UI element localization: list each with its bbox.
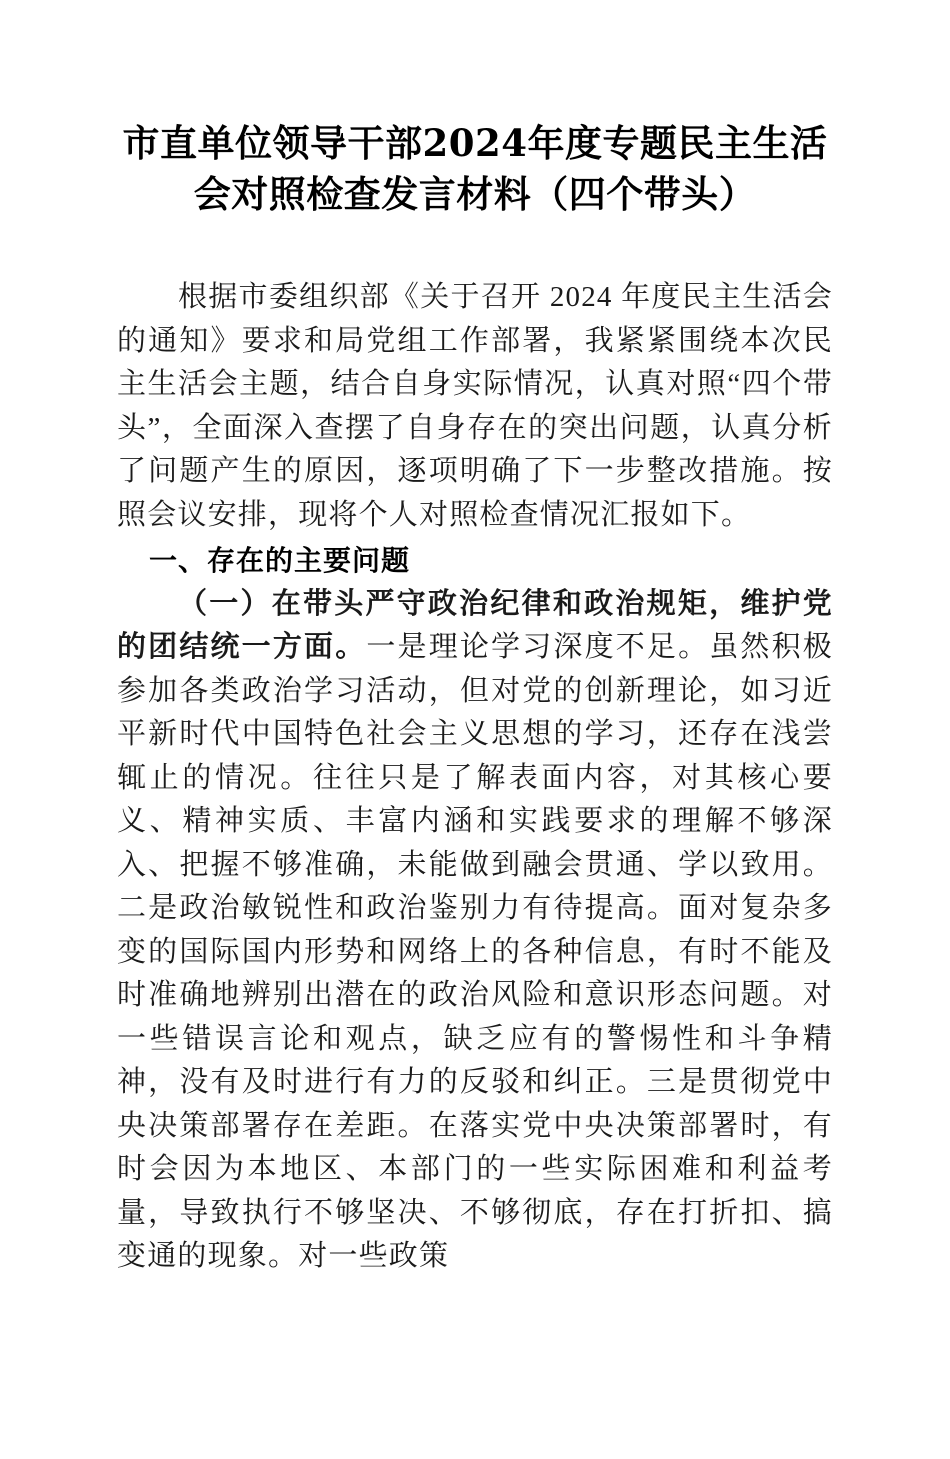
document-content <box>117 0 833 1459</box>
page-title: 市直单位领导干部2024年度专题民主生活会对照检查发言材料（四个带头） <box>122 121 828 216</box>
paragraph-item-one <box>117 583 833 1279</box>
page-bottom-spacer <box>117 1279 833 1459</box>
item-one-body-text: 一是理论学习深度不足。虽然积极参加各类政治学习活动，但对党的创新理论，如习近平新时代中国特色社会主义思想的学习，还存在浅尝辄止的情况。往往只是了解表面内容，对其核心要义、精神实质、丰富内涵和实践要求的理解不够深入、把握不够准确，未能做到融会贯通、学以致用。二是政治敏锐性和政治鉴别力有待提高。面对复杂多变的国际国内形势和网络上的各种信息，有时不能及时准确地辨别出潜在的政治风险和意识形态问题。对一些错误言论和观点，缺乏应有的警惕性和斗争精神，没有及时进行有力的反驳和纠正。三是贯彻党中央决策部署存在差距。在落实党中央决策部署时，有时会因为本地区、本部门的一些实际困难和利益考量，导致执行不够坚决、不够彻底，存在打折扣、搞变通的现象。对一些政策 <box>117 631 833 1272</box>
section-heading-main-problems: 一、存在的主要问题 <box>149 544 411 577</box>
item-one-lead-text: （一）在带头严守政治纪律和政治规矩，维护党的团结统一方面。 <box>117 587 833 663</box>
paragraph-opening: 根据市委组织部《关于召开 2024 年度民主生活会的通知》要求和局党组工作部署，我紧紧围绕本次民主生活会主题，结合自身实际情况，认真对照“四个带头”，全面深入查摆了自身存在的突出问题，认真分析了问题产生的原因，逐项明确了下一步整改措施。按照会议安排，现将个人对照检查情况汇报如下。 <box>117 281 833 531</box>
